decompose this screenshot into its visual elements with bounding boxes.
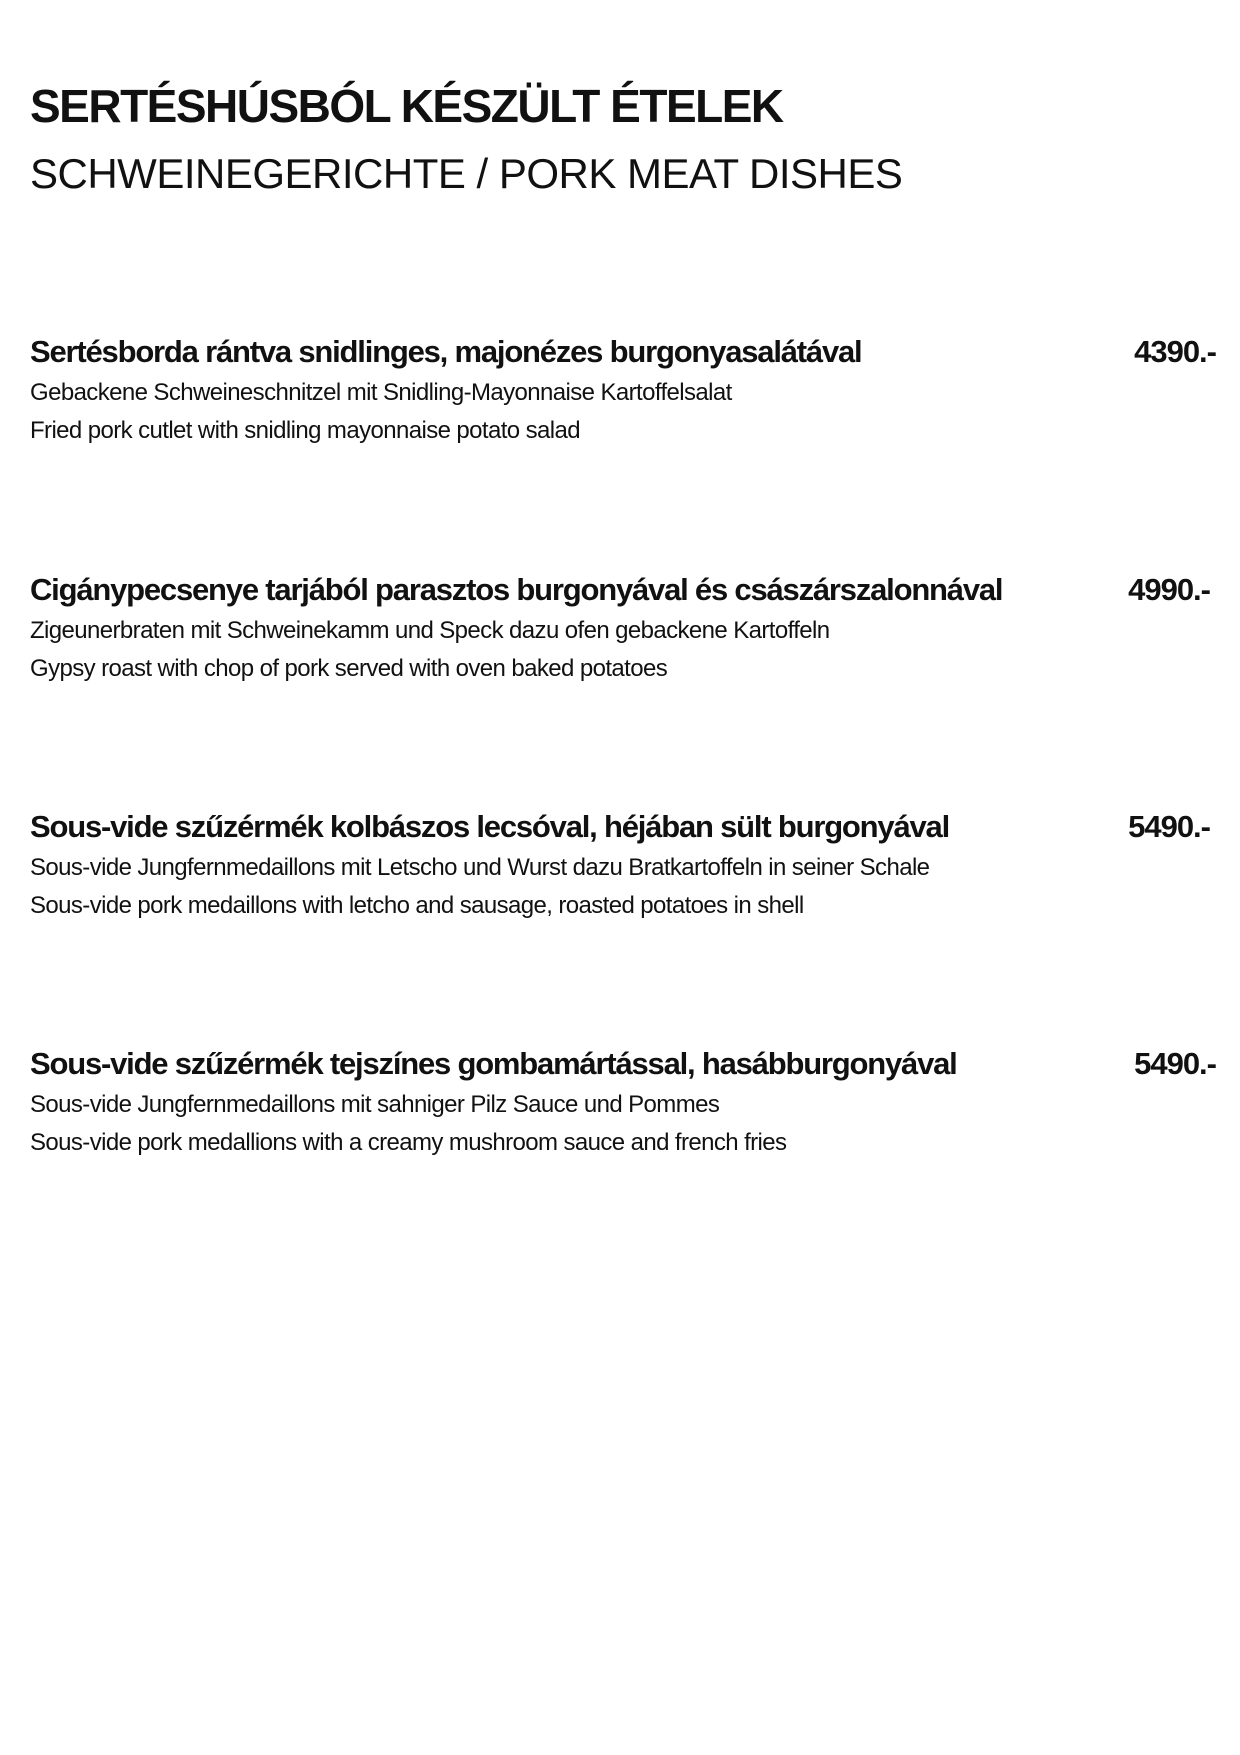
dish-name: Sous-vide szűzérmék tejszínes gombamártással, hasábburgonyával xyxy=(30,1046,957,1081)
menu-header xyxy=(30,78,1210,200)
dish-price: 4990.- xyxy=(1128,572,1210,607)
menu-item xyxy=(30,330,1216,450)
menu-item-heading xyxy=(30,805,1210,849)
dish-description-german: Gebackene Schweineschnitzel mit Snidling-Mayonnaise Kartoffelsalat xyxy=(30,379,732,406)
menu-item xyxy=(30,1042,1216,1162)
dish-name: Sous-vide szűzérmék kolbászos lecsóval, héjában sült burgonyával xyxy=(30,809,949,844)
dish-description-german: Sous-vide Jungfernmedaillons mit Letscho und Wurst dazu Bratkartoffeln in seiner Schale xyxy=(30,854,930,881)
page-title: SERTÉSHÚSBÓL KÉSZÜLT ÉTELEK xyxy=(30,80,783,132)
menu-item-heading xyxy=(30,1042,1216,1086)
dish-description-english: Gypsy roast with chop of pork served with oven baked potatoes xyxy=(30,655,668,682)
dish-name: Cigánypecsenye tarjából parasztos burgonyával és császárszalonnával xyxy=(30,572,1003,607)
dish-price: 5490.- xyxy=(1128,809,1210,844)
dish-name: Sertésborda rántva snidlinges, majonézes burgonyasalátával xyxy=(30,334,862,369)
dish-description-german: Sous-vide Jungfernmedaillons mit sahniger Pilz Sauce und Pommes xyxy=(30,1091,720,1118)
dish-description-english: Sous-vide pork medaillons with letcho and sausage, roasted potatoes in shell xyxy=(30,892,804,919)
dish-description-english: Fried pork cutlet with snidling mayonnaise potato salad xyxy=(30,417,580,444)
menu-item xyxy=(30,568,1210,688)
menu-item xyxy=(30,805,1210,925)
page-subtitle: SCHWEINEGERICHTE / PORK MEAT DISHES xyxy=(30,150,903,197)
dish-description-german: Zigeunerbraten mit Schweinekamm und Speck dazu ofen gebackene Kartoffeln xyxy=(30,617,830,644)
dish-price: 4390.- xyxy=(1134,334,1216,369)
dish-description-english: Sous-vide pork medallions with a creamy mushroom sauce and french fries xyxy=(30,1129,787,1156)
menu-item-heading xyxy=(30,330,1216,374)
dish-price: 5490.- xyxy=(1134,1046,1216,1081)
menu-item-heading xyxy=(30,568,1210,612)
